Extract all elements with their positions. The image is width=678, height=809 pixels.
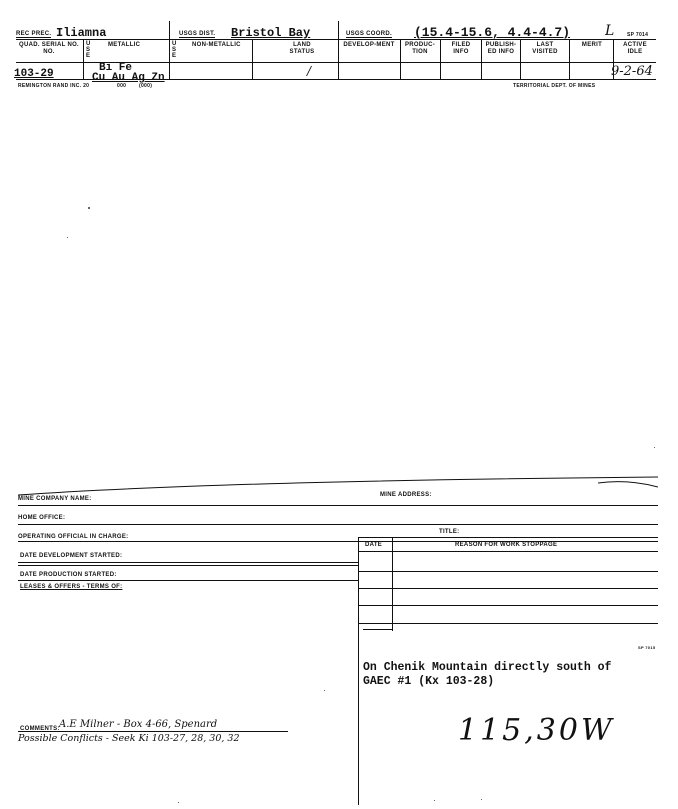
operating-official-label: OPERATING OFFICIAL IN CHARGE:: [18, 534, 129, 540]
comments-label: COMMENTS:: [20, 726, 60, 732]
rec-prec-label: REC PREC.: [16, 31, 52, 37]
usgs-dist-label: USGS DIST.: [179, 31, 216, 37]
leases-offers-label: LEASES & OFFERS - TERMS OF:: [20, 584, 123, 590]
mine-form-card: [18, 475, 658, 805]
col-production: PRODUC-TION: [404, 42, 436, 55]
mine-address-label: MINE ADDRESS:: [380, 492, 432, 498]
col-land-status: LAND STATUS: [289, 42, 315, 55]
title-label: TITLE:: [439, 529, 460, 535]
location-line-2: GAEC #1 (Kx 103-28): [363, 675, 495, 688]
col-metallic: METALLIC: [108, 42, 141, 48]
comments-line-1: A.E Milner - Box 4-66, Spenard: [59, 719, 218, 730]
comments-line-2: Possible Conflicts - Seek Ki 103-27, 28, 30, 32: [18, 733, 240, 744]
speck: [88, 207, 90, 209]
form-code-2: SP 7015: [638, 645, 656, 650]
date-col-label: DATE: [365, 542, 383, 548]
header-card: [14, 21, 656, 89]
form-code: SP 7014: [627, 32, 649, 38]
col-quad-serial: QUAD. SERIAL NO. NO.: [18, 42, 80, 55]
col-active-idle: ACTIVE IDLE: [623, 42, 647, 55]
rec-prec-value: Iliamna: [56, 26, 107, 40]
home-office-label: HOME OFFICE:: [18, 515, 66, 521]
footer-left: REMINGTON RAND INC. 20: [18, 83, 90, 89]
usgs-coord-value: (15.4-15.6, 4.4-4.7): [414, 25, 571, 40]
location-handwritten: 115,30W: [458, 713, 615, 748]
row-active-idle: 9-2-64: [611, 64, 653, 79]
date-development-label: DATE DEVELOPMENT STARTED:: [20, 553, 123, 559]
col-use-metallic: U S E: [86, 41, 91, 59]
col-non-metallic: NON-METALLIC: [192, 42, 241, 48]
mine-company-name-label: MINE COMPANY NAME:: [18, 496, 92, 502]
speck: [654, 447, 655, 448]
footer-right: TERRITORIAL DEPT. OF MINES: [513, 83, 596, 89]
card-edge: [18, 475, 658, 501]
col-development: DEVELOP-MENT: [343, 42, 395, 48]
row-metallic-line1: Bi Fe: [99, 62, 133, 74]
row-land-status: /: [307, 64, 312, 78]
footer-mid2: (000): [139, 83, 153, 89]
row-serial: 103-29: [14, 68, 54, 80]
row-metallic-line2: Cu Au Ag Zn: [92, 72, 165, 84]
coord-mark: L: [605, 23, 615, 39]
location-line-1: On Chenik Mountain directly south of: [363, 661, 612, 674]
col-use-nonmetallic: U S E: [172, 41, 177, 59]
col-last-visited: LAST VISITED: [532, 42, 558, 55]
date-production-label: DATE PRODUCTION STARTED:: [20, 572, 117, 578]
usgs-dist-value: Bristol Bay: [231, 26, 311, 40]
usgs-coord-label: USGS COORD.: [346, 31, 392, 37]
reason-col-label: REASON FOR WORK STOPPAGE: [455, 542, 558, 548]
col-merit: MERIT: [581, 42, 603, 48]
col-published-info: PUBLISH-ED INFO: [485, 42, 517, 55]
footer-mid1: 000: [117, 83, 127, 89]
speck: [67, 237, 68, 238]
col-filed-info: FILED INFO: [451, 42, 471, 55]
